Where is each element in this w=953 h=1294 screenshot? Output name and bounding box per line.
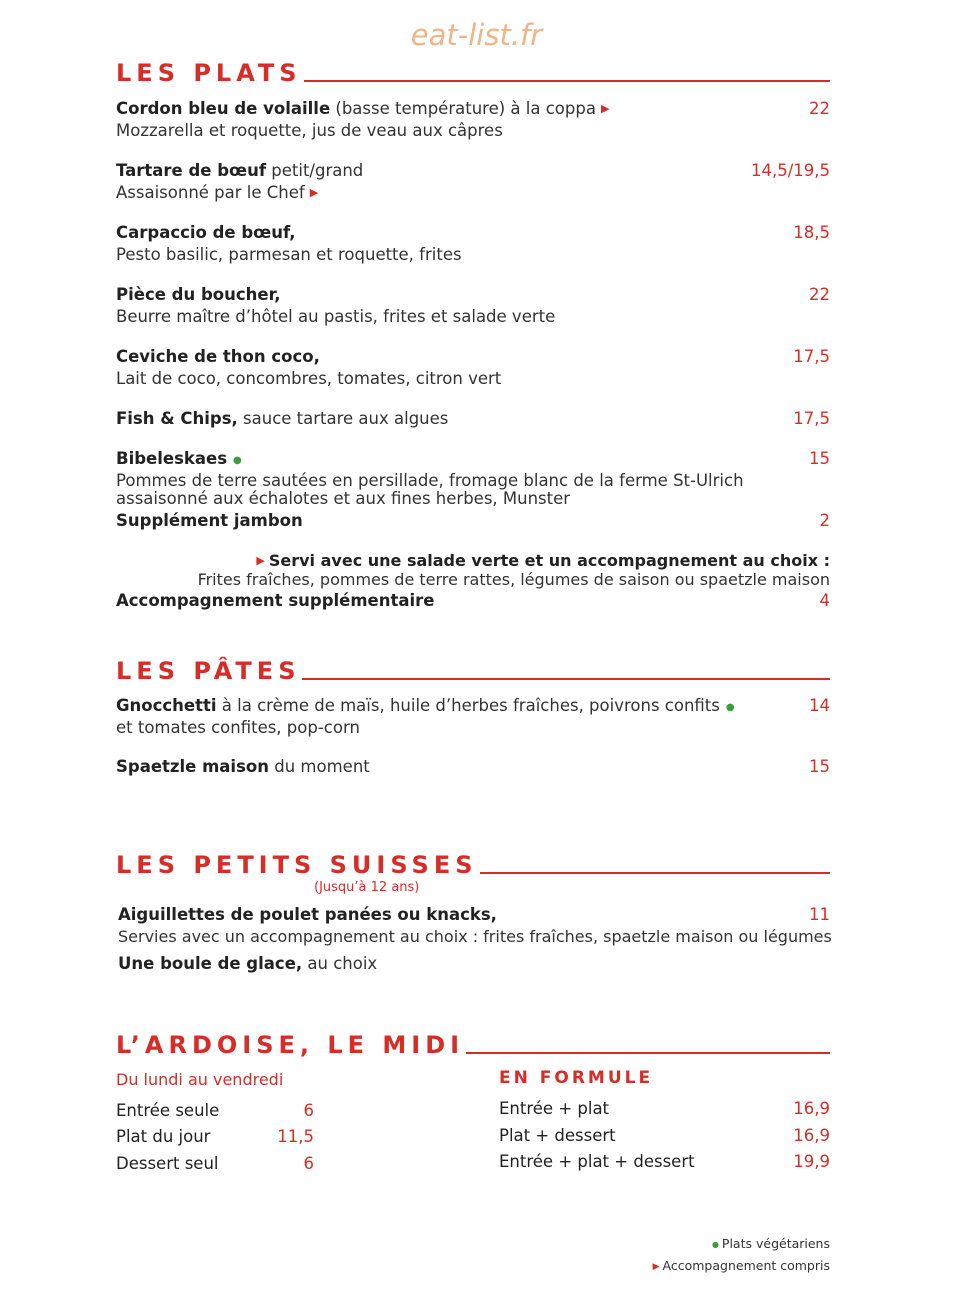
formule-complete xyxy=(499,1151,830,1173)
menu-item-piece-du-boucher xyxy=(116,284,830,306)
item-price: 17,5 xyxy=(793,347,830,366)
formule-title: EN FORMULE xyxy=(499,1068,654,1088)
legend-included-label: Accompagnement compris xyxy=(662,1258,830,1273)
section-title-plats xyxy=(116,56,830,86)
section-title-pates xyxy=(116,654,830,684)
menu-item-cordon-bleu xyxy=(116,98,830,120)
section-title-text: LES PÂTES xyxy=(116,657,301,685)
formule-entree-plat xyxy=(499,1098,830,1120)
item-description: Beurre maître d’hôtel au pastis, frites et salade verte xyxy=(116,307,556,326)
item-description: et tomates confites, pop-corn xyxy=(116,718,360,737)
item-name: Bibeleskaes xyxy=(116,449,228,468)
extra-side xyxy=(116,590,830,612)
item-name: Gnocchetti xyxy=(116,696,217,715)
item-name: Aiguillettes de poulet panées ou knacks, xyxy=(118,905,497,924)
extra-side-label: Accompagnement supplémentaire xyxy=(116,591,435,610)
item-price: 17,5 xyxy=(793,409,830,428)
section-title-text: LES PETITS SUISSES xyxy=(116,851,478,879)
accompaniment-icon: ▶ xyxy=(652,1262,660,1272)
section-rule xyxy=(480,872,831,874)
menu-item-gnocchetti xyxy=(116,695,830,719)
section-title-ardoise xyxy=(116,1028,830,1058)
accompaniment-icon: ▶ xyxy=(600,102,610,115)
note-line1: Servi avec une salade verte et un accompagnement au choix : xyxy=(268,551,830,570)
menu-item-glace xyxy=(118,953,830,975)
accompaniment-icon: ▶ xyxy=(309,186,319,199)
ardoise-entree xyxy=(116,1100,314,1122)
item-detail: au choix xyxy=(302,954,378,973)
vegetarian-icon: ● xyxy=(711,1240,719,1249)
formule-price: 16,9 xyxy=(793,1099,830,1118)
legend-vegetarian xyxy=(712,1236,830,1251)
ardoise-label: Plat du jour xyxy=(116,1127,211,1146)
legend-vegetarian-label: Plats végétariens xyxy=(721,1236,830,1251)
ardoise-price: 11,5 xyxy=(277,1127,314,1146)
ardoise-days: Du lundi au vendredi xyxy=(116,1070,284,1089)
item-description: Pommes de terre sautées en persillade, fromage blanc de la ferme St-Ulrich xyxy=(116,471,744,490)
item-name: Tartare de bœuf xyxy=(116,161,267,180)
section-title-suisses xyxy=(116,848,830,878)
item-name: Carpaccio de bœuf, xyxy=(116,223,296,242)
item-detail: du moment xyxy=(269,757,370,776)
item-detail: (basse température) à la coppa xyxy=(330,99,596,118)
item-price: 15 xyxy=(809,757,830,776)
formule-label: Entrée + plat + dessert xyxy=(499,1152,695,1171)
accompaniment-note xyxy=(256,551,830,570)
item-description: Mozzarella et roquette, jus de veau aux câpres xyxy=(116,121,503,140)
extra-side-price: 4 xyxy=(819,591,830,610)
item-price: 14 xyxy=(809,696,830,715)
note-line2: Frites fraîches, pommes de terre rattes, légumes de saison ou spaetzle maison xyxy=(197,570,830,589)
ardoise-price: 6 xyxy=(303,1101,314,1120)
vegetarian-icon: ● xyxy=(233,455,242,466)
item-price: 22 xyxy=(809,99,830,118)
menu-item-fish-chips xyxy=(116,408,830,430)
item-detail: à la crème de maïs, huile d’herbes fraîches, poivrons confits xyxy=(216,696,720,715)
item-name: Une boule de glace, xyxy=(118,954,303,973)
item-description-line2: assaisonné aux échalotes et aux fines herbes, Munster xyxy=(116,489,571,508)
item-name: Cordon bleu de volaille xyxy=(116,99,331,118)
item-price: 15 xyxy=(809,449,830,468)
vegetarian-icon: ● xyxy=(725,702,735,713)
ardoise-dessert xyxy=(116,1153,314,1175)
ardoise-plat xyxy=(116,1126,314,1148)
item-price: 11 xyxy=(809,905,830,924)
item-price: 22 xyxy=(809,285,830,304)
menu-item-spaetzle xyxy=(116,756,830,778)
formule-label: Plat + dessert xyxy=(499,1126,616,1145)
section-title-text: L’ARDOISE, LE MIDI xyxy=(116,1031,465,1059)
ardoise-price: 6 xyxy=(303,1154,314,1173)
item-description: Assaisonné par le Chef xyxy=(116,183,305,202)
formule-price: 16,9 xyxy=(793,1126,830,1145)
section-subtitle: (Jusqu’à 12 ans) xyxy=(314,880,420,895)
section-rule xyxy=(466,1052,830,1054)
menu-item-ceviche xyxy=(116,346,830,368)
item-price: 18,5 xyxy=(793,223,830,242)
menu-item-tartare xyxy=(116,160,830,182)
section-rule xyxy=(304,80,830,82)
item-name: Fish & Chips, xyxy=(116,409,238,428)
item-description: Lait de coco, concombres, tomates, citron vert xyxy=(116,369,502,388)
accompaniment-icon: ▶ xyxy=(256,554,265,567)
supplement-label: Supplément jambon xyxy=(116,511,303,530)
legend-included xyxy=(653,1258,830,1273)
section-rule xyxy=(302,678,830,680)
formule-plat-dessert xyxy=(499,1125,830,1147)
supplement-jambon xyxy=(116,510,830,532)
item-description: Servies avec un accompagnement au choix : frites fraîches, spaetzle maison ou légumes xyxy=(118,927,832,946)
supplement-price: 2 xyxy=(819,511,830,530)
item-description: Pesto basilic, parmesan et roquette, frites xyxy=(116,245,462,264)
watermark: eat-list.fr xyxy=(410,18,543,52)
menu-item-bibeleskaes xyxy=(116,448,830,472)
ardoise-label: Entrée seule xyxy=(116,1101,220,1120)
item-detail: petit/grand xyxy=(266,161,364,180)
item-description-wrap xyxy=(116,184,318,202)
item-price: 14,5/19,5 xyxy=(750,161,830,180)
ardoise-label: Dessert seul xyxy=(116,1154,219,1173)
section-title-text: LES PLATS xyxy=(116,59,302,87)
formule-price: 19,9 xyxy=(793,1152,830,1171)
item-name: Spaetzle maison xyxy=(116,757,269,776)
formule-label: Entrée + plat xyxy=(499,1099,610,1118)
item-detail: sauce tartare aux algues xyxy=(237,409,449,428)
menu-item-aiguillettes xyxy=(118,904,830,926)
item-name: Pièce du boucher, xyxy=(116,285,281,304)
item-name: Ceviche de thon coco, xyxy=(116,347,320,366)
menu-item-carpaccio xyxy=(116,222,830,244)
